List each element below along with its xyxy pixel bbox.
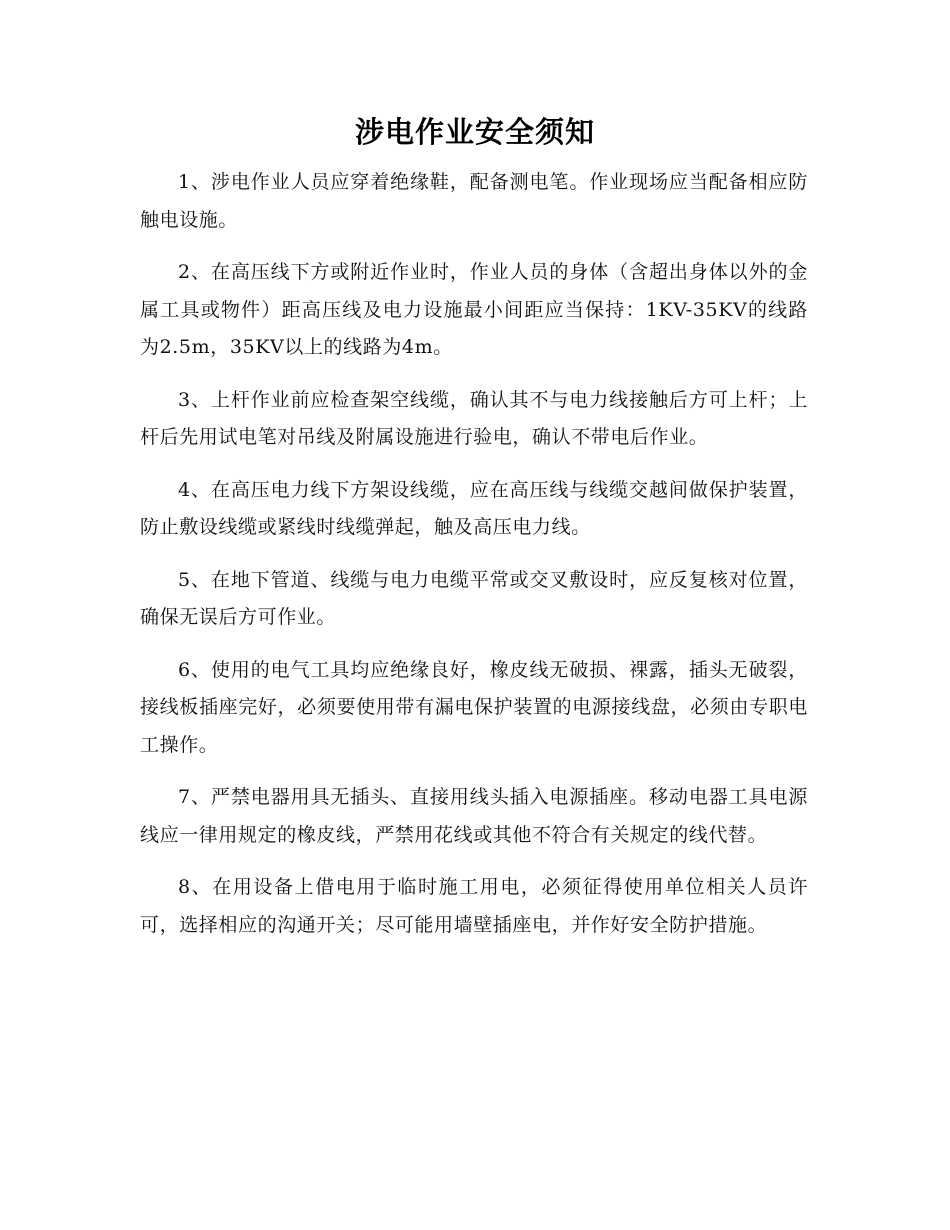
paragraph-1: 1、涉电作业人员应穿着绝缘鞋，配备测电笔。作业现场应当配备相应防触电设施。	[140, 171, 808, 231]
paragraph-7: 7、严禁电器用具无插头、直接用线头插入电源插座。移动电器工具电源线应一律用规定的橡皮线，严禁用花线或其他不符合有关规定的线代替。	[140, 786, 808, 846]
document-title: 涉电作业安全须知	[354, 115, 595, 149]
paragraph-5: 5、在地下管道、线缆与电力电缆平常或交叉敷设时，应反复核对位置，确保无误后方可作业。	[140, 568, 808, 628]
paragraph-6: 6、使用的电气工具均应绝缘良好，橡皮线无破损、裸露，插头无破裂，接线板插座完好，必须要使用带有漏电保护装置的电源接线盘，必须由专职电工操作。	[140, 658, 808, 756]
paragraph-3: 3、上杆作业前应检查架空线缆，确认其不与电力线接触后方可上杆；上杆后先用试电笔对吊线及附属设施进行验电，确认不带电后作业。	[140, 388, 808, 448]
paragraph-4: 4、在高压电力线下方架设线缆，应在高压线与线缆交越间做保护装置，防止敷设线缆或紧线时线缆弹起，触及高压电力线。	[140, 478, 808, 538]
document-body	[140, 164, 808, 959]
paragraph-8: 8、在用设备上借电用于临时施工用电，必须征得使用单位相关人员许可，选择相应的沟通开关；尽可能用墙壁插座电，并作好安全防护措施。	[140, 876, 808, 936]
paragraph-2: 2、在高压线下方或附近作业时，作业人员的身体（含超出身体以外的金属工具或物件）距高压线及电力设施最小间距应当保持：1KV-35KV的线路为2.5m，35KV以上的线路为4m。	[140, 261, 808, 358]
